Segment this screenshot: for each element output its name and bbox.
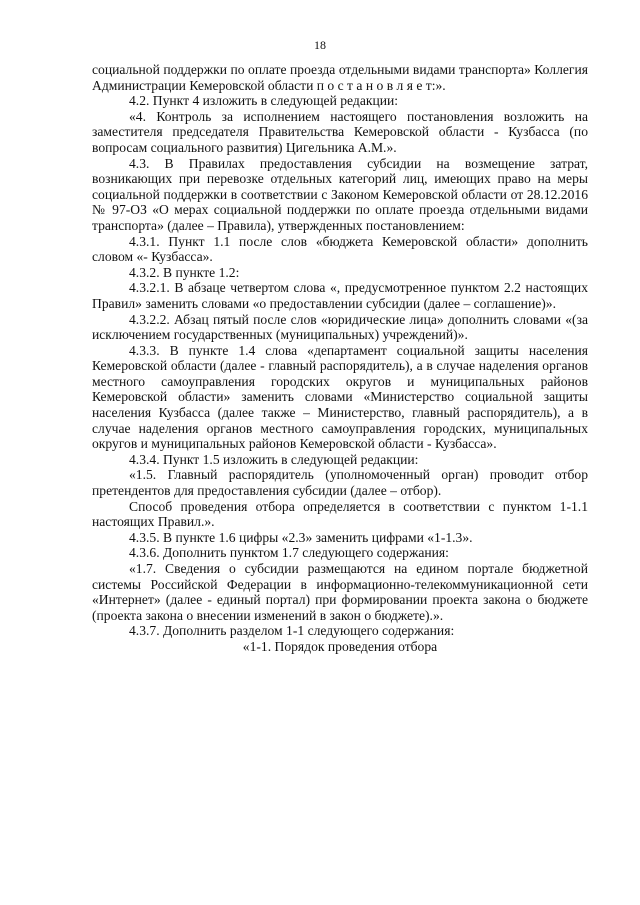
page-number: 18 (314, 38, 326, 52)
paragraph: «1.7. Сведения о субсидии размещаются на едином портале бюджетной системы Российской Федерации в информационно-телекоммуникационной сети «Интернет» (далее - единый портал) при формировании проекта закона о бюджете (проекта закона о внесении изменений в закон о бюджете).». (92, 561, 588, 623)
paragraph: 4.3.4. Пункт 1.5 изложить в следующей редакции: (129, 451, 419, 467)
document-body (92, 62, 588, 655)
paragraph: «1.5. Главный распорядитель (уполномоченный орган) проводит отбор претендентов для предоставления субсидии (далее – отбор). (92, 467, 588, 499)
paragraph: 4.3.3. В пункте 1.4 слова «департамент социальной защиты населения Кемеровской области (далее - главный распорядитель), а в случае наделения органов местного самоуправления городских округов и муниципальных районов Кемеровской области» заменить словами «Министерство социальной защиты населения Кузбасса (далее также – Министерство, главный распорядитель), а в случае наделения органов местного самоуправления городских, муниципальных округов и муниципальных районов Кемеровской области - Кузбасса». (92, 342, 588, 452)
paragraph: социальной поддержки по оплате проезда отдельными видами транспорта» Коллегия Администрации Кемеровской области п о с т а н о в л я е т:». (92, 62, 588, 93)
paragraph: 4.3.7. Дополнить разделом 1-1 следующего содержания: (129, 623, 455, 639)
paragraph: Способ проведения отбора определяется в соответствии с пунктом 1-1.1 настоящих Правил.». (92, 498, 588, 530)
paragraph: 4.3.2.1. В абзаце четвертом слова «, предусмотренное пунктом 2.2 настоящих Правил» заменить словами «о предоставлении субсидии (далее – соглашение)». (92, 280, 588, 311)
paragraph: 4.3.6. Дополнить пунктом 1.7 следующего содержания: (129, 545, 449, 561)
paragraph: 4.3. В Правилах предоставления субсидии на возмещение затрат, возникающих при перевозке отдельных категорий лиц, имеющих право на меры социальной поддержки в соответствии с Законом Кемеровской области от 28.12.2016 № 97-ОЗ «О мерах социальной поддержки по оплате проезда отдельными видами транспорта» (далее – Правила), утвержденных постановлением: (92, 155, 588, 233)
paragraph: 4.2. Пункт 4 изложить в следующей редакции: (129, 93, 399, 109)
section-heading: «1-1. Порядок проведения отбора (242, 638, 438, 654)
paragraph: 4.3.2. В пункте 1.2: (129, 264, 240, 280)
paragraph: «4. Контроль за исполнением настоящего постановления возложить на заместителя председателя Правительства Кемеровской области - Кузбасса (по вопросам социального развития) Цигельника А.М.». (92, 108, 588, 155)
paragraph: 4.3.2.2. Абзац пятый после слов «юридические лица» дополнить словами «(за исключением государственных (муниципальных) учреждений)». (92, 311, 588, 343)
paragraph: 4.3.5. В пункте 1.6 цифры «2.3» заменить цифрами «1-1.3». (129, 529, 473, 545)
paragraph: 4.3.1. Пункт 1.1 после слов «бюджета Кемеровской области» дополнить словом «- Кузбасса». (92, 233, 588, 265)
